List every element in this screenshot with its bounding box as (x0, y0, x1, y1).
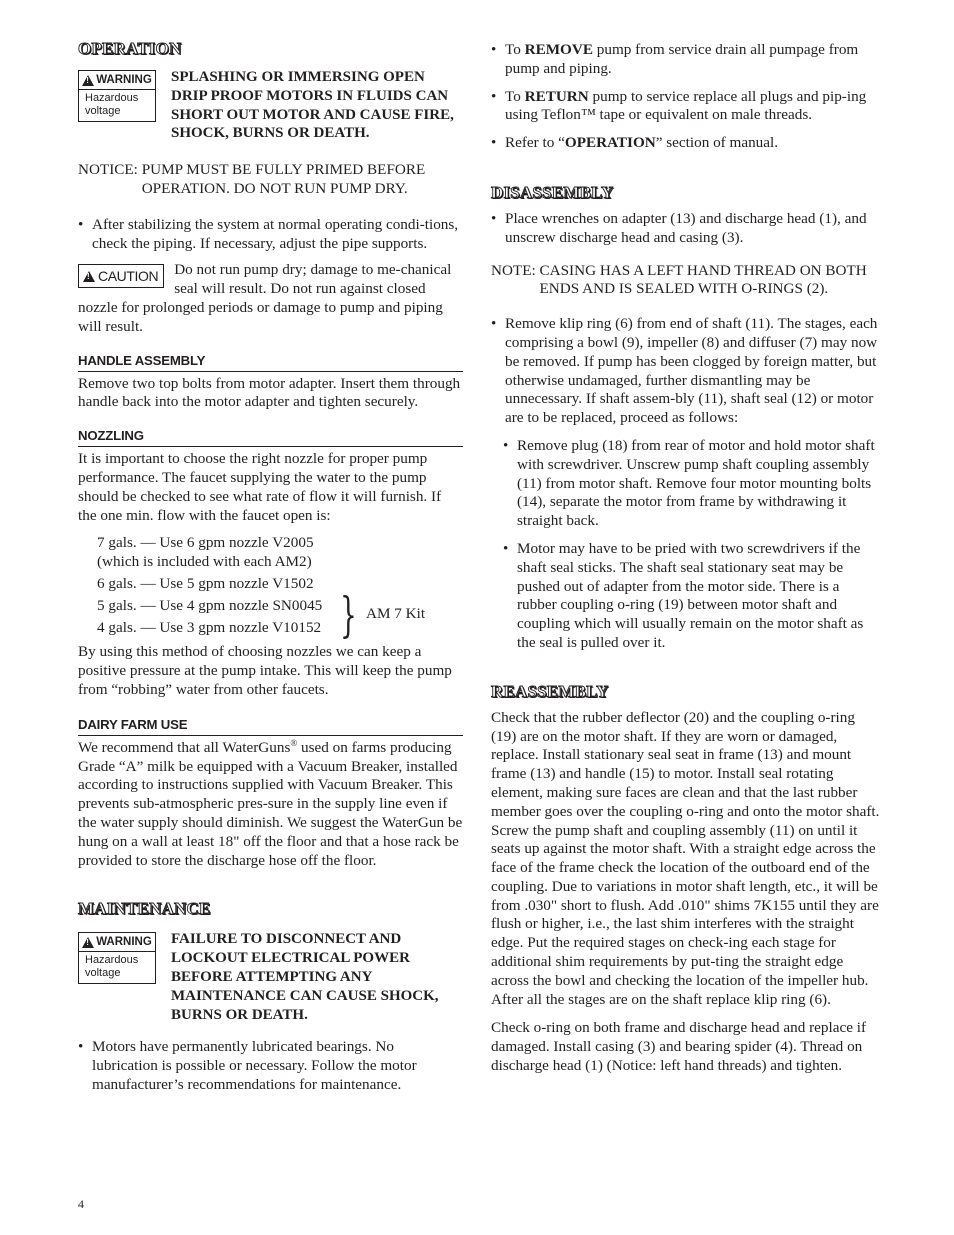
caution-triangle-icon (83, 271, 95, 282)
note-label: NOTE: (491, 261, 536, 279)
disassembly-steps (491, 315, 881, 428)
nozzling-heading: NOZZLING (78, 428, 463, 447)
hazard-text: Hazardous (85, 92, 139, 104)
note-text: CASING HAS A LEFT HAND THREAD ON BOTH ENDS AND IS SEALED WITH O-RINGS (2). (539, 261, 867, 298)
voltage-text: voltage (85, 967, 121, 980)
handle-assembly-text: Remove two top bolts from motor adapter. Insert them through handle back into the motor adapter and tighten securely. (78, 374, 461, 411)
disassembly-substeps (491, 437, 881, 653)
list-item: • Refer to “OPERATION” section of manual. (491, 134, 881, 153)
warning-label-box (78, 70, 156, 122)
caution-block (78, 261, 463, 336)
reassembly-text-2: Check o-ring on both frame and discharge head and replace if damaged. Install casing (3) and bearing spider (4). Thread on discharge head (1) (Notice: left hand threads) and tighten. (491, 1019, 867, 1075)
list-item: 7 gals. — Use 6 gpm nozzle V2005 (97, 534, 314, 552)
list-item: • Place wrenches on adapter (13) and discharge head (1), and unscrew discharge head and casing (3). (491, 210, 881, 248)
kit-label: AM 7 Kit (366, 605, 426, 623)
operation-warning (78, 68, 463, 143)
maintenance-bullets (78, 1038, 463, 1094)
right-column (491, 38, 881, 1076)
warning-triangle-icon (82, 937, 94, 948)
maintenance-heading: MAINTENANCE (78, 899, 211, 919)
dairy-farm-text: We recommend that all WaterGuns® used on farms producing Grade “A” milk be equipped with a Vacuum Breaker, installed according to instructions supplied with Vacuum Breaker. This prevents sub-atmospheric pres-sure in the supply line even if the water supply should diminish. We suggest the WaterGun be hung on a wall at least 18" off the floor and that a hose rack be provided to store the discharge hose off the floor. (78, 737, 463, 869)
notice-label: NOTICE: (78, 161, 138, 179)
disassembly-note (491, 262, 881, 300)
operation-heading: OPERATION (78, 39, 182, 58)
nozzling-after-text: By using this method of choosing nozzles we can keep a positive pressure at the pump intake. This will keep the pump from “robbing” water from other faucets. (78, 643, 452, 698)
brace-icon: } (340, 587, 357, 644)
list-item: 4 gals. — Use 3 gpm nozzle V10152 (97, 619, 322, 637)
nozzling-text: It is important to choose the right nozzle for proper pump performance. The faucet supplying the water to the pump should be checked to see what rate of flow it will furnish. If the one min. flow with the faucet open is: (78, 450, 442, 524)
warning-triangle-icon (82, 75, 94, 86)
reassembly-text-1: Check that the rubber deflector (20) and the coupling o-ring (19) are on the motor shaft. If they are worn or damaged, replace. Install stationary seal seat in frame (13) and mount frame (13) and handle (15) to motor. Install seal rotating element, making sure faces are clean and that the last rubber member goes over the coupling o-ring and onto the motor shaft. Screw the pump shaft and coupling assembly (11) on until it seats up against the motor shaft. With a straight edge across the face of the frame check the location of the outboard end of the coupling. Due to variations in motor shaft length, etc., it will be from .030" short to flush. Add .010" shims 7K155 until they are flush or higher, i.e., the last shim interferes with the straight edge. Put the required stages on check-ing each stage for additional shim requirements by put-ting the straight edge across the bowl and checking the location of the impeller hub. After all the stages are on the shaft replace klip ring (6). (491, 708, 880, 1008)
service-bullets (491, 41, 881, 153)
notice-text: PUMP MUST BE FULLY PRIMED BEFORE OPERATION. DO NOT RUN PUMP DRY. (141, 161, 426, 197)
hazard-text: Hazardous (85, 954, 139, 967)
page-number: 4 (78, 1197, 84, 1211)
caution-label-box (78, 264, 164, 288)
operation-bullets (78, 216, 463, 254)
list-item: • After stabilizing the system at normal operating condi-tions, check the piping. If necessary, adjust the pipe supports. (78, 216, 463, 254)
disassembly-bullets (491, 210, 881, 248)
list-item: 5 gals. — Use 4 gpm nozzle SN0045 (97, 597, 323, 615)
left-column (78, 38, 463, 1095)
nozzle-list (78, 533, 463, 644)
disassembly-heading: DISASSEMBLY (491, 182, 614, 202)
list-item: • Motors have permanently lubricated bearings. No lubrication is possible or necessary. Follow the motor manufacturer’s recommendations for maintenance. (78, 1038, 463, 1094)
warning-label: WARNING (96, 936, 152, 949)
voltage-text: voltage (85, 105, 121, 117)
warning-text: FAILURE TO DISCONNECT AND LOCKOUT ELECTRICAL POWER BEFORE ATTEMPTING ANY MAINTENANCE CAN CAUSE SHOCK, BURNS OR DEATH. (171, 931, 439, 1023)
warning-label-box (78, 932, 156, 984)
handle-assembly-heading: HANDLE ASSEMBLY (78, 353, 463, 372)
list-item: • To REMOVE pump from service drain all pumpage from pump and piping. (491, 41, 881, 79)
notice (78, 161, 463, 199)
list-item: • To RETURN pump to service replace all plugs and pip-ing using Teflon™ tape or equivalent on male threads. (491, 88, 881, 126)
list-item: • Motor may have to be pried with two screwdrivers if the shaft seal sticks. The shaft seal stationary seat may be pushed out of adapter from the motor side. There is a rubber coupling o-ring (19) between motor shaft and coupling which will usually remain on the motor shaft as the seal is pulled over it. (503, 540, 881, 653)
dairy-farm-heading: DAIRY FARM USE (78, 717, 463, 736)
caution-label: CAUTION (98, 268, 159, 285)
reassembly-heading: REASSEMBLY (491, 681, 609, 701)
warning-label: WARNING (96, 74, 152, 86)
caution-text: Do not run pump dry; damage to me-chanical seal will result. Do not run against closed nozzle for prolonged periods or damage to pump and piping will result. (78, 261, 452, 335)
warning-text: SPLASHING OR IMMERSING OPEN DRIP PROOF MOTORS IN FLUIDS CAN SHORT OUT MOTOR AND CAUSE FIRE, SHOCK, BURNS OR DEATH. (171, 69, 454, 142)
list-item: 6 gals. — Use 5 gpm nozzle V1502 (97, 575, 314, 593)
list-item: (which is included with each AM2) (97, 553, 312, 571)
list-item: • Remove klip ring (6) from end of shaft (11). The stages, each comprising a bowl (9), impeller (8) and diffuser (7) may now be removed. If pump has been clogged by foreign matter, but otherwise undamaged, further dismantling may be unnecessary. If shaft assem-bly (11), shaft seal (12) or motor are to be replaced, proceed as follows: (491, 315, 881, 428)
list-item: • Remove plug (18) from rear of motor and hold motor shaft with screwdriver. Unscrew pump shaft coupling assembly (11) from motor shaft. Remove four motor mounting bolts (14), separate the motor from frame by withdrawing it straight back. (503, 437, 881, 531)
maintenance-warning (78, 930, 463, 1024)
